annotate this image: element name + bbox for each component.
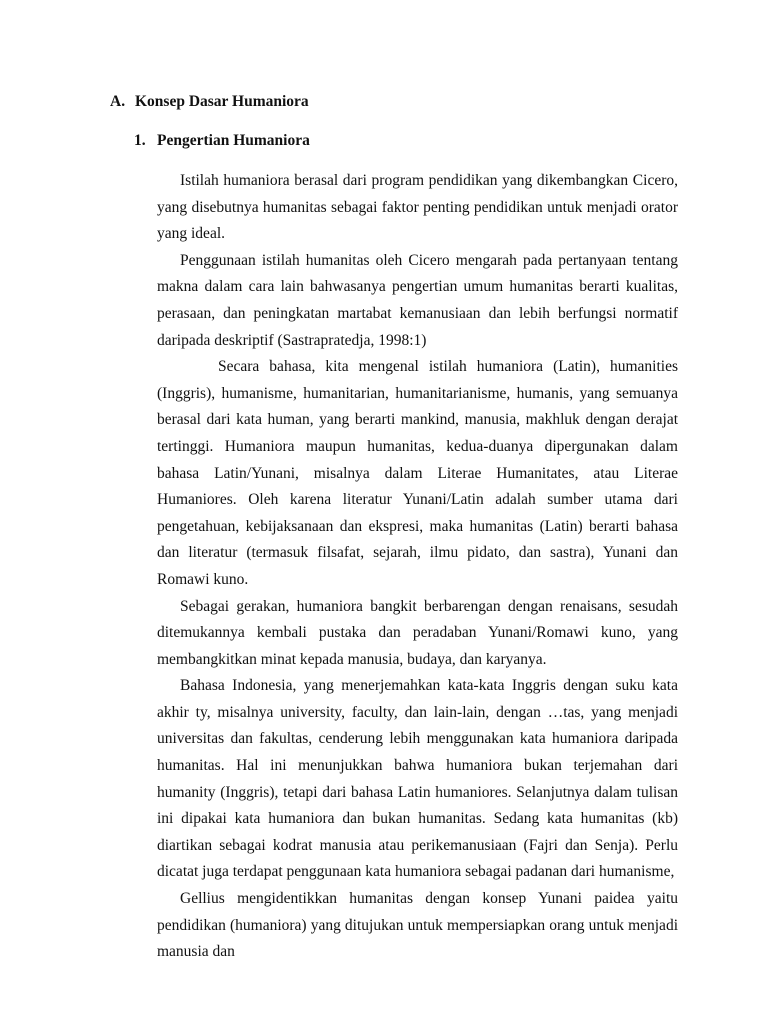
paragraph: Istilah humaniora berasal dari program pendidikan yang dikembangkan Cicero, yang disebutnya humanitas sebagai faktor penting pendidikan untuk menjadi orator yang ideal. [157,172,678,243]
subsection-marker: 1. [134,132,146,149]
paragraph: Bahasa Indonesia, yang menerjemahkan kata-kata Inggris dengan suku kata akhir ty, misalnya university, faculty, dan lain-lain, dengan …tas, yang menjadi universitas dan fakultas, cenderung lebih menggunakan kata humaniora daripada humanitas. Hal ini menunjukkan bahwa humaniora bukan terjemahan dari humanity (Inggris), tetapi dari bahasa Latin humaniores. Selanjutnya dalam tulisan ini dipakai kata humaniora dan bukan humanitas. Sedang kata humanitas (kb) diartikan sebagai kodrat manusia atau perikemanusiaan (Fajri dan Senja). Perlu dicatat juga terdapat penggunaan kata humaniora sebagai padanan dari humanisme, [157,677,678,881]
body-text [157,168,678,966]
paragraph: Penggunaan istilah humanitas oleh Cicero mengarah pada pertanyaan tentang makna dalam cara lain bahwasanya pengertian umum humanitas berarti kualitas, perasaan, dan peningkatan martabat kemanusiaan dan lebih berfungsi normatif daripada deskriptif (Sastrapratedja, 1998:1) [157,251,678,349]
subsection-heading [134,132,310,150]
section-title: Konsep Dasar Humaniora [135,93,309,110]
section-heading [110,93,309,111]
paragraph: Sebagai gerakan, humaniora bangkit berbarengan dengan renaisans, sesudah ditemukannya kembali pustaka dan peradaban Yunani/Romawi kuno, yang membangkitkan minat kepada manusia, budaya, dan karyanya. [157,597,678,668]
section-marker: A. [110,93,126,110]
subsection-title: Pengertian Humaniora [157,132,310,149]
paragraph: Secara bahasa, kita mengenal istilah humaniora (Latin), humanities (Inggris), humanisme, humanitarian, humanitarianisme, humanis, yang semuanya berasal dari kata human, yang berarti mankind, manusia, makhluk dengan derajat tertinggi. Humaniora maupun humanitas, kedua-duanya dipergunakan dalam bahasa Latin/Yunani, misalnya dalam Literae Humanitates, atau Literae Humaniores. Oleh karena literatur Yunani/Latin adalah sumber utama dari pengetahuan, kebijaksanaan dan ekspresi, maka humanitas (Latin) berarti bahasa dan literatur (termasuk filsafat, sejarah, ilmu pidato, dan sastra), Yunani dan Romawi kuno. [157,358,678,588]
paragraph: Gellius mengidentikkan humanitas dengan konsep Yunani paidea yaitu pendidikan (humaniora) yang ditujukan untuk mempersiapkan orang untuk menjadi manusia dan [157,890,678,961]
